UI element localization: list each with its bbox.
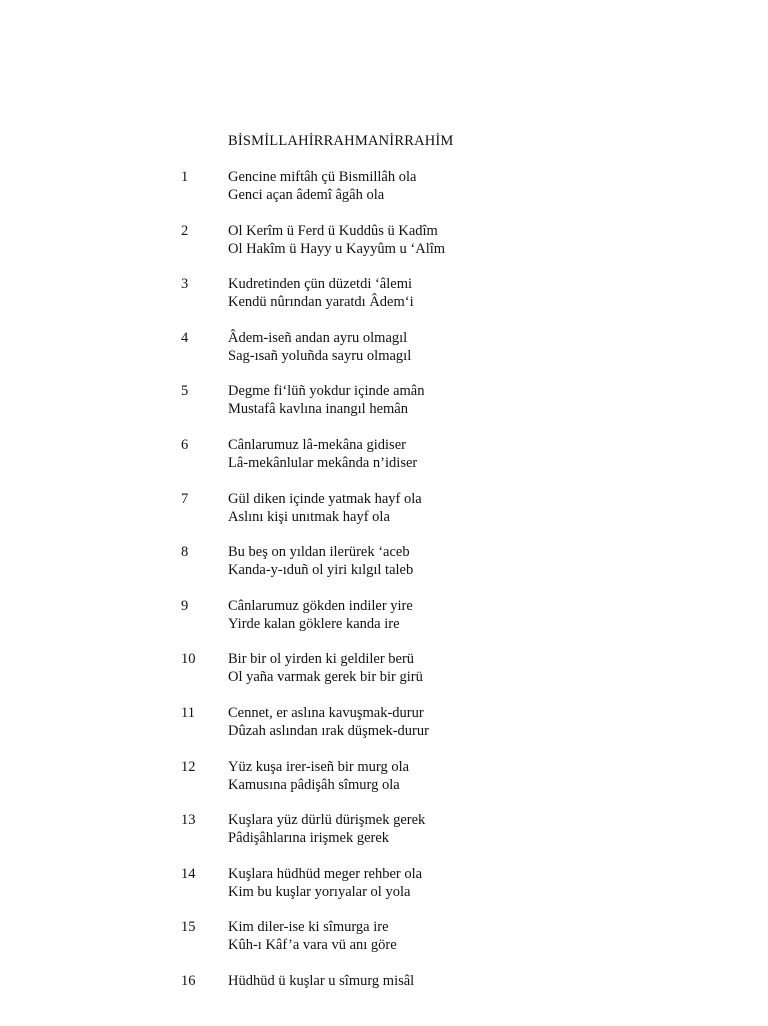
couplet-number: 4 [181,329,189,346]
couplet-4 [0,329,768,383]
couplet-number: 6 [181,436,189,453]
couplet-14 [0,865,768,919]
verse-line-1: Kuşlara hüdhüd meger rehber ola [228,865,423,882]
verse-line-2: Sag-ısañ yoluñda sayru olmagıl [228,347,412,364]
document-title: BİSMİLLAHİRRAHMANİRRAHİM [228,133,454,149]
couplet-number: 15 [181,919,196,936]
verse-line-1: Bir bir ol yirden ki geldiler berü [228,651,415,668]
couplet-number: 11 [181,704,195,721]
couplet-number: 10 [181,651,196,668]
couplet-13 [0,811,768,865]
couplet-number: 3 [181,276,189,293]
couplet-12 [0,758,768,812]
couplet-lines [228,490,422,526]
verse-line-2: Ol Hakîm ü Hayy u Kayyûm u ‘Alîm [228,240,446,257]
verse-line-2: Kanda-y-ıduñ ol yiri kılgıl taleb [228,562,414,579]
couplet-15 [0,918,768,972]
verse-line-1: Cennet, er aslına kavuşmak-durur [228,704,424,721]
couplet-8 [0,543,768,597]
verse-line-2: Lâ-mekânlular mekânda n’idiser [228,454,418,471]
verse-line-1: Bu beş on yıldan ilerürek ‘aceb [228,544,410,561]
verse-line-2: Aslını kişi unıtmak hayf ola [228,508,390,525]
verse-line-1: Kudretinden çün düzetdi ‘âlemi [228,276,413,293]
couplet-5 [0,382,768,436]
verse-line-2: Pâdişâhlarına irişmek gerek [228,830,390,847]
couplet-number: 12 [181,758,196,775]
verse-line-2: Yirde kalan göklere kanda ire [228,615,400,632]
verse-line-1: Cânlarumuz lâ-mekâna gidiser [228,436,406,453]
couplet-number: 5 [181,383,189,400]
couplet-10 [0,650,768,704]
couplet-lines [228,597,413,633]
verse-line-2: Dûzah aslından ırak düşmek-durur [228,722,429,739]
verse-line-1: Âdem-iseñ andan ayru olmagıl [228,329,408,346]
verse-line-1: Yüz kuşa irer-iseñ bir murg ola [228,758,410,775]
couplet-number: 16 [181,972,196,989]
couplet-lines [228,650,423,686]
verse-line-2: Mustafâ kavlına inangıl hemân [228,401,408,418]
couplet-lines [228,222,445,258]
couplet-number: 8 [181,544,189,561]
couplet-lines [228,329,411,365]
verse-line-1: Degme fi‘lüñ yokdur içinde amân [228,383,425,400]
verse-line-2: Ol yaña varmak gerek bir bir girü [228,669,423,686]
couplet-lines [228,972,414,990]
couplet-9 [0,597,768,651]
couplet-lines [228,704,429,740]
verse-line-2: Kamusına pâdişâh sîmurg ola [228,776,400,793]
couplet-lines [228,758,409,794]
couplet-7 [0,490,768,544]
verse-line-1: Kuşlara yüz dürlü dürişmek gerek [228,812,426,829]
couplet-number: 1 [181,169,189,185]
couplet-11 [0,704,768,758]
couplet-lines [228,811,425,847]
couplet-lines [228,865,422,901]
verse-line-2: Kim bu kuşlar yorıyalar ol yola [228,883,411,900]
couplet-lines [228,436,417,472]
verse-line-1: Gencine miftâh çü Bismillâh ola [228,169,417,185]
verse-line-1: Hüdhüd ü kuşlar u sîmurg misâl [228,972,415,989]
couplet-list [0,168,768,1026]
couplet-lines [228,918,397,954]
couplet-lines [228,543,413,579]
couplet-number: 7 [181,490,189,507]
couplet-lines [228,382,425,418]
verse-line-2: Kendü nûrından yaratdı Âdem‘i [228,294,414,311]
couplet-lines [228,275,414,311]
verse-line-2: Genci açan âdemî âgâh ola [228,187,385,203]
couplet-number: 13 [181,812,196,829]
verse-line-1: Ol Kerîm ü Ferd ü Kuddûs ü Kadîm [228,222,438,239]
couplet-3 [0,275,768,329]
couplet-number: 14 [181,865,196,882]
couplet-number: 2 [181,222,189,239]
verse-line-2: Kûh-ı Kâf’a vara vü anı göre [228,937,397,954]
verse-line-1: Cânlarumuz gökden indiler yire [228,597,413,614]
couplet-number: 9 [181,597,189,614]
couplet-2 [0,222,768,276]
couplet-6 [0,436,768,490]
couplet-1 [0,168,768,222]
verse-line-1: Kim diler-ise ki sîmurga ire [228,919,389,936]
verse-line-1: Gül diken içinde yatmak hayf ola [228,490,422,507]
couplet-16 [0,972,768,1026]
couplet-lines [228,168,416,204]
